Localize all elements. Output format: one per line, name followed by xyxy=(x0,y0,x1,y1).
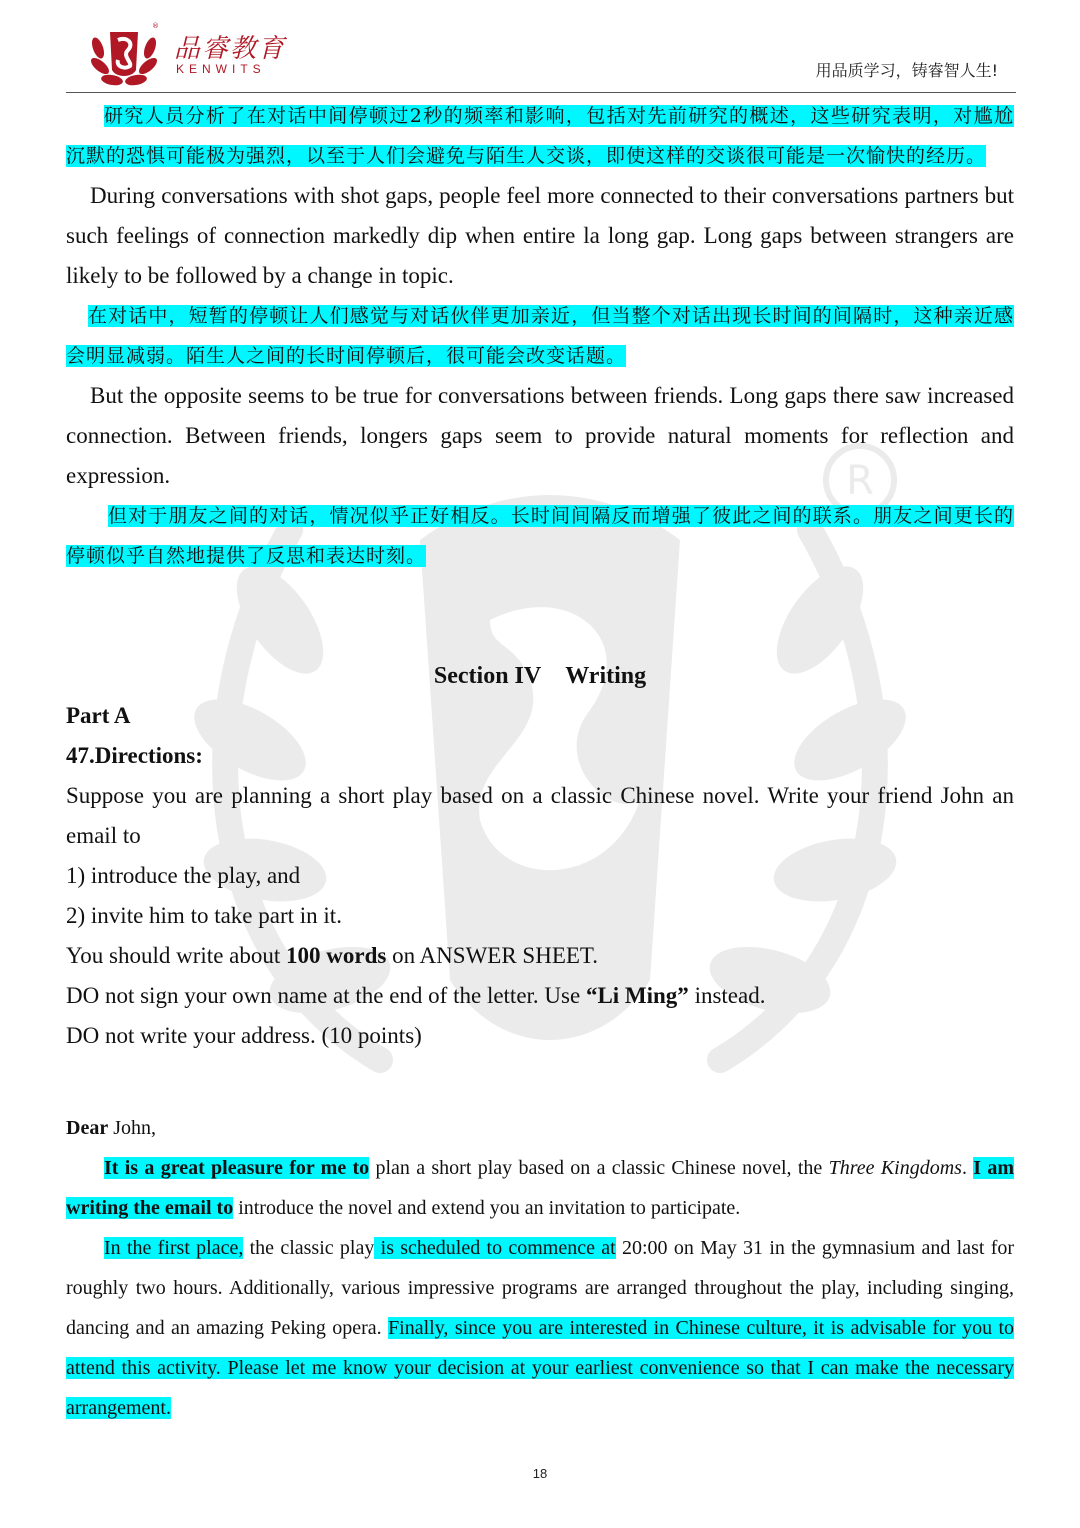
brand-name-english: KENWITS xyxy=(176,62,266,76)
svg-text:R: R xyxy=(846,458,874,504)
page-content xyxy=(66,96,1014,1428)
passage-translation-2 xyxy=(66,296,1014,376)
svg-text:®: ® xyxy=(152,22,159,30)
letter-paragraph-1: It is a great pleasure for me to plan a short play based on a classic Chinese novel, the Three Kingdoms. I am writing the email to introduce the novel and extend you an invitation to participate. xyxy=(66,1157,1014,1219)
directions-label: 47.Directions: xyxy=(66,743,203,768)
passage-translation-1 xyxy=(66,96,1014,176)
highlighted-text: It is a great pleasure for me to xyxy=(104,1157,370,1179)
page-header xyxy=(66,14,1016,93)
part-heading: Part A xyxy=(66,703,131,728)
passage-paragraph-1: During conversations with shot gaps, people feel more connected to their conversations partners but such feelings of connection markedly dip when entire la long gap. Long gaps between strangers are likely to be followed by a change in topic. xyxy=(66,183,1014,288)
highlighted-text: In the first place, xyxy=(104,1237,244,1259)
highlighted-text: 在对话中，短暂的停顿让人们感觉与对话伙伴更加亲近，但当整个对话出现长时间的间隔时，这种亲近感会明显减弱。陌生人之间的长时间停顿后，很可能会改变话题。 xyxy=(66,305,1014,367)
page-number: 18 xyxy=(532,1466,548,1481)
directions-item-2: 2) invite him to take part in it. xyxy=(66,903,342,928)
directions-item-1: 1) introduce the play, and xyxy=(66,863,301,888)
header-slogan: 用品质学习，铸睿智人生! xyxy=(815,61,998,80)
highlighted-text: is scheduled to commence at xyxy=(374,1237,616,1259)
address-instruction: DO not write your address. (10 points) xyxy=(66,1023,422,1048)
highlighted-text: 但对于朋友之间的对话，情况似乎正好相反。长时间间隔反而增强了彼此之间的联系。朋友之间更长的停顿似乎自然地提供了反思和表达时刻。 xyxy=(66,505,1014,567)
passage-translation-3 xyxy=(66,496,1014,576)
section-number: Section IV xyxy=(433,663,542,689)
brand-name-chinese: 品睿教育 xyxy=(174,34,287,64)
letter-salutation: Dear John, xyxy=(66,1117,156,1139)
passage-paragraph-2: But the opposite seems to be true for conversations between friends. Long gaps there saw increased connection. Between friends, longers gaps seem to provide natural moments for reflection and expression. xyxy=(66,383,1014,488)
highlighted-text: 研究人员分析了在对话中间停顿过2秒的频率和影响，包括对先前研究的概述，这些研究表明，对尴尬沉默的恐惧可能极为强烈，以至于人们会避免与陌生人交谈，即使这样的交谈很可能是一次愉快的经历。 xyxy=(66,105,1014,167)
word-count-instruction: You should write about 100 words on ANSWER SHEET. xyxy=(66,943,599,968)
section-name: Writing xyxy=(565,663,647,689)
signature-instruction: DO not sign your own name at the end of the letter. Use “Li Ming” instead. xyxy=(66,983,766,1008)
directions-text: Suppose you are planning a short play based on a classic Chinese novel. Write your friend John an email to xyxy=(66,783,1014,848)
highlighted-text: Finally, since you are interested in Chinese culture, it is advisable for you to attend this activity. Please let me know your decision at your earliest convenience so that I can make the necessary arrangement. xyxy=(66,1317,1014,1419)
kenwits-logo-icon xyxy=(88,18,160,90)
section-title xyxy=(66,656,1014,696)
letter-paragraph-2: In the first place, the classic play is scheduled to commence at 20:00 on May 31 in the gymnasium and last for roughly two hours. Additionally, various impressive programs are arranged throughout the play, including singing, dancing and an amazing Peking opera. Finally, since you are interested in Chinese culture, it is advisable for you to attend this activity. Please let me know your decision at your earliest convenience so that I can make the necessary arrangement. xyxy=(66,1237,1015,1419)
sample-letter xyxy=(66,1108,1014,1428)
highlighted-text: I am writing the email to xyxy=(66,1157,1014,1219)
